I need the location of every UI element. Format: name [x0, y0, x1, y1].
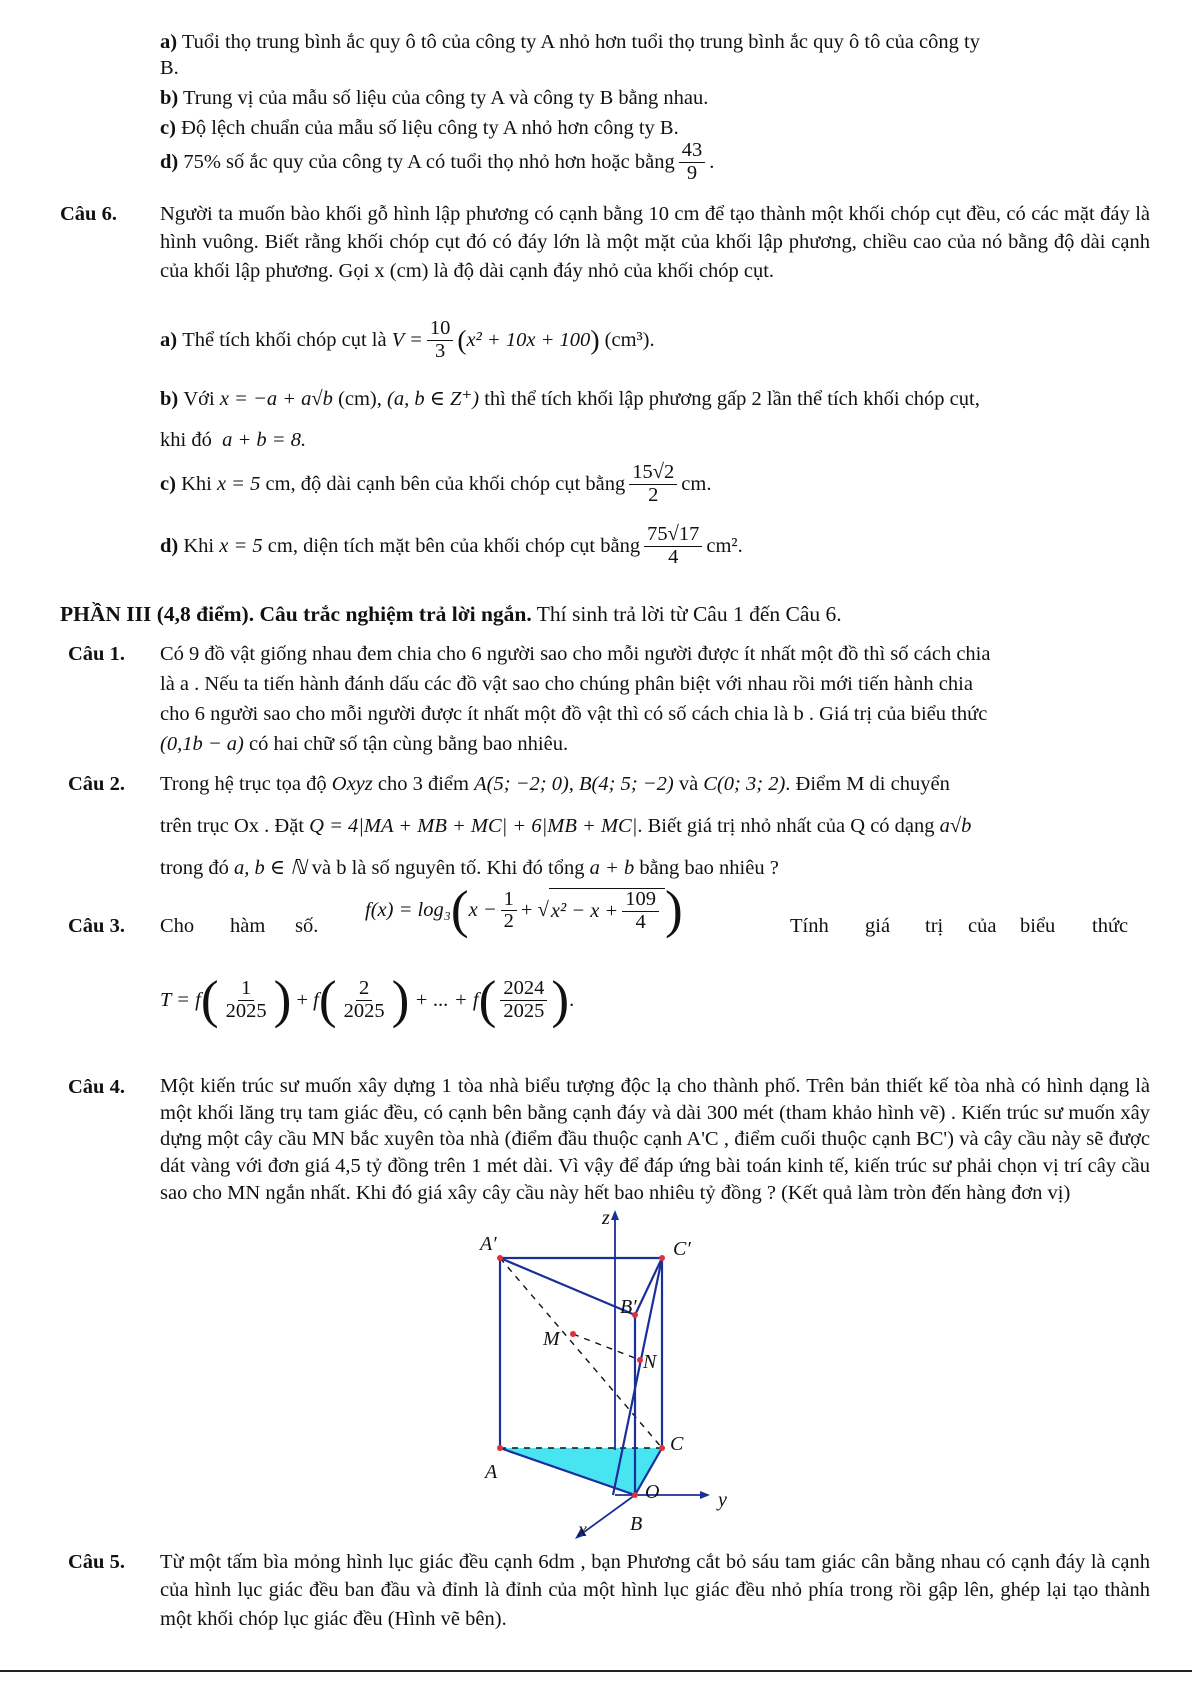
label-A1: A′: [480, 1233, 497, 1255]
edge-C1B1: [635, 1258, 662, 1315]
label-O: O: [645, 1481, 660, 1503]
bridge-MN: [573, 1334, 640, 1360]
cau2-label: Câu 2.: [68, 773, 125, 795]
point-B: [632, 1492, 638, 1498]
label-N: N: [643, 1351, 657, 1373]
cau1-label: Câu 1.: [68, 643, 125, 665]
cau2-line3: trong đó a, b ∈ ℕ và b là số nguyên tố. Khi đó tổng a + b bằng bao nhiêu ?: [160, 857, 779, 879]
page-bottom-rule: [0, 1670, 1192, 1672]
cau3-ham: hàm: [230, 915, 266, 937]
cau3-label: Câu 3.: [68, 915, 125, 937]
cau3-function: f(x) = log₃ ( x − $\frac{1}{2}$ + √ x² − x + $\frac{109}{4}$ ): [365, 880, 683, 940]
label-A: A: [485, 1461, 498, 1483]
z-arrow-icon: [611, 1210, 619, 1220]
cau5-text: Từ một tấm bìa mỏng hình lục giác đều cạnh 6dm , bạn Phương cắt bỏ sáu tam giác cân bằng nhau có cạnh đáy là cạnh của hình lục giác đều ban đầu và đỉnh là đỉnh của một hình lục giác đều nhỏ phía trong rồi gập lên, ghép lại tạo thành một khối chóp lục giác đều (Hình vẽ bên).: [160, 1551, 1150, 1630]
point-A: [497, 1445, 503, 1451]
label-M: M: [543, 1328, 560, 1350]
q5prev-d: d) 75% số ắc quy của công ty A có tuổi thọ nhỏ hơn hoặc bằng $\frac{43}{9}$ .: [160, 139, 715, 184]
cau6-b-cont: khi đó a + b = 8.: [160, 429, 307, 451]
y-arrow-icon: [700, 1491, 710, 1499]
part3-heading: PHẦN III (4,8 điểm). Câu trắc nghiệm trả lời ngắn. Thí sinh trả lời từ Câu 1 đến Câu 6.: [60, 602, 842, 626]
cau3-tail-5: biểu: [1020, 915, 1056, 937]
cau4-text: Một kiến trúc sư muốn xây dựng 1 tòa nhà biểu tượng độc lạ cho thành phố. Trên bản thiết kế tòa nhà có hình dạng là một khối lăng trụ tam giác đều, có cạnh bên bằng cạnh đáy và dài 300 mét (tham khảo hình vẽ) . Kiến trúc sư muốn xây dựng một cây cầu MN bắc xuyên tòa nhà (điểm đầu thuộc cạnh A'C , điểm cuối thuộc cạnh BC') và cây cầu này sẽ được dát vàng với đơn giá 4,5 tỷ đồng trên 1 mét dài. Vì vậy để đáp ứng bài toán kinh tế, kiến trúc sư phải chọn vị trí cây cầu sao cho MN ngắn nhất. Khi đó giá xây cây cầu này hết bao nhiêu tỷ đồng ? (Kết quả làm tròn đến hàng đơn vị): [160, 1075, 1150, 1204]
cau1-line1: Có 9 đồ vật giống nhau đem chia cho 6 người sao cho mỗi người được ít nhất một đồ thì số cách chia: [160, 643, 991, 665]
cau6-c: c) Khi x = 5 cm, độ dài cạnh bên của khối chóp cụt bằng $\frac{15√2}{2}$ cm.: [160, 461, 712, 506]
point-M: [570, 1331, 576, 1337]
label-y: y: [718, 1489, 727, 1511]
prism-figure: [430, 1210, 790, 1545]
label-C1: C′: [673, 1238, 691, 1260]
cau6-d: d) Khi x = 5 cm, diện tích mặt bên của khối chóp cụt bằng $\frac{75√17}{4}$ cm².: [160, 523, 743, 568]
cau6-text: Người ta muốn bào khối gỗ hình lập phương có cạnh bằng 10 cm để tạo thành một khối chóp cụt đều, có các mặt đáy là hình vuông. Biết rằng khối chóp cụt đó có đáy lớn là một mặt của khối lập phương, chiều cao của nó bằng độ dài cạnh của khối lập phương. Gọi x (cm) là độ dài cạnh đáy nhỏ của khối chóp cụt.: [160, 203, 1150, 282]
cau3-cho: Cho: [160, 915, 195, 937]
label-B: B: [630, 1513, 643, 1535]
base-triangle: [500, 1448, 662, 1495]
fraction: $\frac{43}{9}$: [679, 140, 706, 184]
cau2-line1: Trong hệ trục tọa độ Oxyz cho 3 điểm A(5; −2; 0), B(4; 5; −2) và C(0; 3; 2). Điểm M di chuyển: [160, 773, 950, 795]
label-B1: B′: [620, 1296, 637, 1318]
cau3-tail-1: Tính: [790, 915, 829, 937]
label-x: x: [578, 1519, 587, 1541]
q5prev-c: c) Độ lệch chuẩn của mẫu số liệu công ty A nhỏ hơn công ty B.: [160, 117, 679, 139]
cau3-tail-4: của: [968, 915, 997, 937]
cau3-tail-2: giá: [865, 915, 891, 937]
cau2-line2: trên trục Ox . Đặt Q = 4|MA + MB + MC| + 6|MB + MC|. Biết giá trị nhỏ nhất của Q có dạng a√b: [160, 815, 972, 837]
cau6-a: a) Thể tích khối chóp cụt là V = $\frac{10}{3}$ ( x² + 10x + 100 ) (cm³).: [160, 317, 655, 362]
q5prev-a-cont: B.: [160, 57, 179, 79]
cau5-label: Câu 5.: [68, 1551, 125, 1573]
cau1-line2: là a . Nếu ta tiến hành đánh dấu các đồ vật sao cho chúng phân biệt với nhau rồi mới tiến hành chia: [160, 673, 973, 695]
cau6-b: b) Với x = −a + a√b (cm), (a, b ∈ Z⁺) thì thể tích khối lập phương gấp 2 lần thể tích khối chóp cụt,: [160, 388, 980, 410]
cau1-line4: (0,1b − a) có hai chữ số tận cùng bằng bao nhiêu.: [160, 733, 569, 755]
cau6-label: Câu 6.: [60, 203, 117, 225]
q5prev-a: a) Tuổi thọ trung bình ắc quy ô tô của công ty A nhỏ hơn tuổi thọ trung bình ắc quy ô tô của công ty: [160, 31, 980, 53]
cau3-T: T = f ( $\frac{1}{2025}$ ) + f ( $\frac{2}{2025}$ ) + ... + f ( $\frac{2024}{2025}$ ) .: [160, 969, 575, 1029]
cau3-so: số.: [295, 915, 319, 937]
cau1-line3: cho 6 người sao cho mỗi người được ít nhất một đồ vật thì có số cách chia là b . Giá trị của biểu thức: [160, 703, 988, 725]
cau3-tail-3: trị: [925, 915, 944, 937]
q5prev-b: b) Trung vị của mẫu số liệu của công ty A và công ty B bằng nhau.: [160, 87, 709, 109]
point-C1: [659, 1255, 665, 1261]
point-C: [659, 1445, 665, 1451]
label-C: C: [670, 1433, 684, 1455]
point-A1: [497, 1255, 503, 1261]
cau4-label: Câu 4.: [68, 1076, 125, 1098]
edge-A1C: [500, 1258, 662, 1448]
label-z: z: [602, 1210, 610, 1229]
axis-x: [580, 1495, 635, 1535]
cau3-tail-6: thức: [1092, 915, 1129, 937]
